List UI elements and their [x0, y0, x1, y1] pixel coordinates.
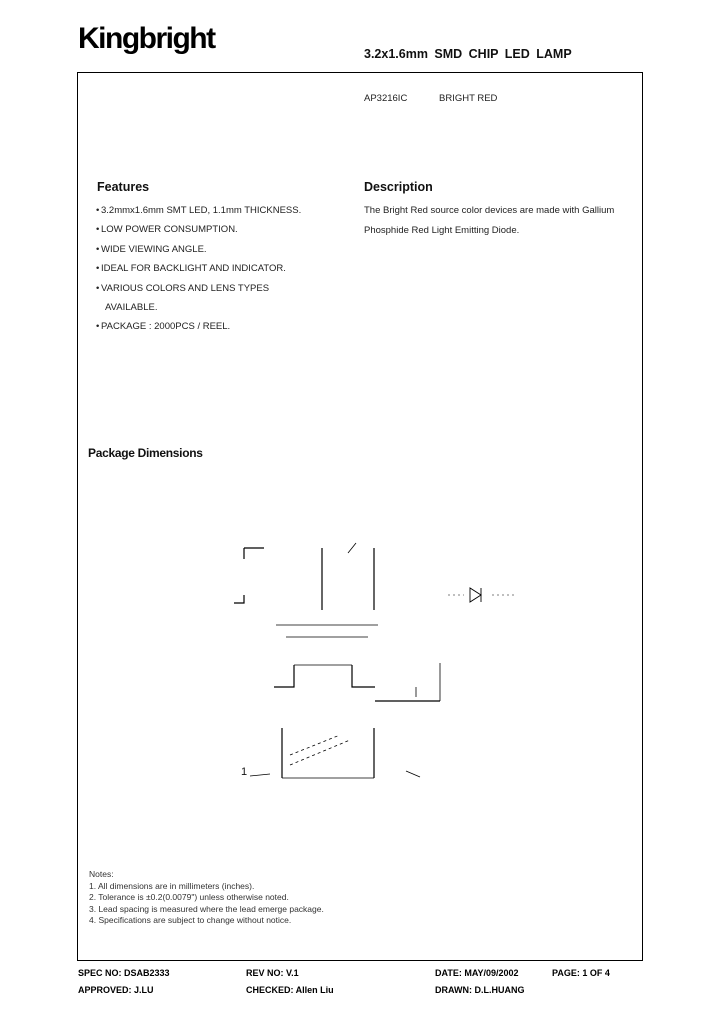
feature-item: • LOW POWER CONSUMPTION.	[96, 224, 238, 236]
notes-section	[89, 869, 324, 927]
feature-item: • VARIOUS COLORS AND LENS TYPES	[96, 282, 270, 294]
feature-item-continued: AVAILABLE.	[105, 302, 158, 314]
footer-date: DATE: MAY/09/2002	[435, 968, 519, 978]
features-heading: Features	[97, 180, 150, 194]
kingbright-logo: Kingbright	[78, 22, 215, 55]
note-item: 2. Tolerance is ±0.2(0.0079") unless otherwise noted.	[89, 892, 289, 903]
footer-drawn: DRAWN: D.L.HUANG	[435, 985, 525, 995]
package-dimensions-drawing	[230, 515, 530, 790]
footer-page: PAGE: 1 OF 4	[552, 968, 610, 978]
description-text: The Bright Red source color devices are made with Gallium Phosphide Red Light Emitting Diode.	[364, 205, 615, 236]
part-color: BRIGHT RED	[439, 93, 498, 104]
note-item: 1. All dimensions are in millimeters (inches).	[89, 880, 255, 891]
note-item: 4. Specifications are subject to change without notice.	[89, 915, 292, 926]
footer-approved: APPROVED: J.LU	[78, 985, 154, 995]
footer-spec-no: SPEC NO: DSAB2333	[78, 968, 170, 978]
package-dimensions-heading: Package Dimensions	[88, 446, 203, 460]
document-title: 3.2x1.6mm SMD CHIP LED LAMP	[364, 47, 572, 61]
footer-checked: CHECKED: Allen Liu	[246, 985, 334, 995]
part-number: AP3216IC	[364, 93, 408, 104]
feature-item: • 3.2mmx1.6mm SMT LED, 1.1mm THICKNESS.	[96, 205, 302, 216]
feature-item: • IDEAL FOR BACKLIGHT AND INDICATOR.	[96, 263, 286, 275]
notes-title: Notes:	[89, 869, 114, 879]
description-heading: Description	[364, 180, 433, 194]
pin-1-label: 1	[241, 766, 248, 778]
feature-item: • PACKAGE : 2000PCS / REEL.	[96, 321, 231, 333]
features-list	[96, 201, 336, 337]
footer-rev-no: REV NO: V.1	[246, 968, 299, 978]
feature-item: • WIDE VIEWING ANGLE.	[96, 243, 207, 255]
note-item: 3. Lead spacing is measured where the lead emerge package.	[89, 903, 324, 914]
